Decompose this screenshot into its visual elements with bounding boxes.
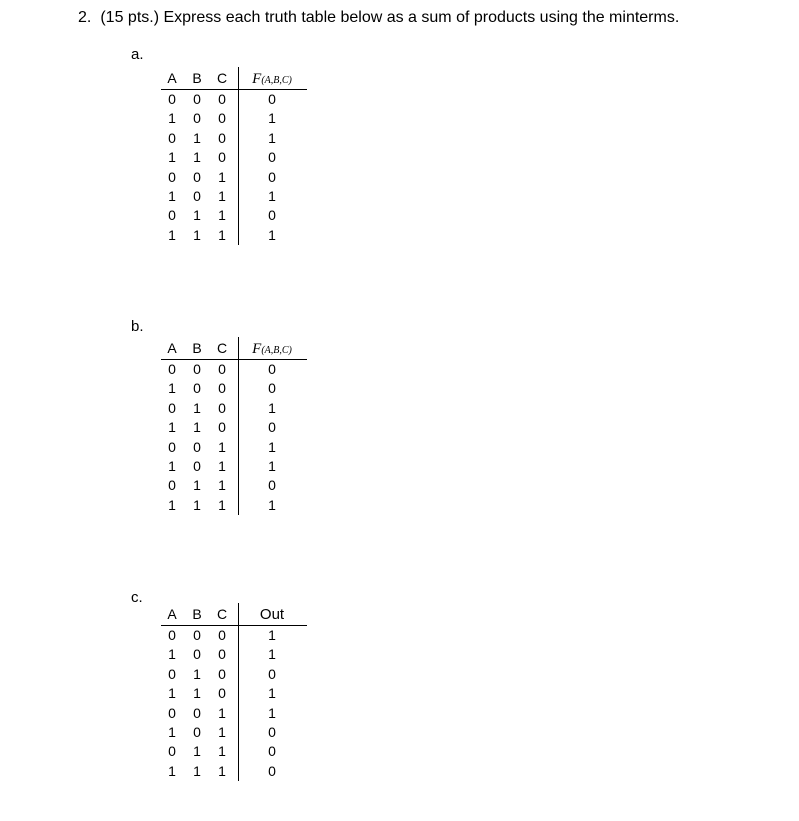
question-heading [78, 9, 679, 27]
table-body [161, 360, 307, 515]
cell-b: 0 [193, 91, 201, 107]
header-b: B [192, 606, 202, 622]
cell-a: 1 [168, 457, 176, 474]
cell-c: 1 [218, 187, 226, 204]
cell-a: 1 [168, 226, 176, 243]
cell-c: 1 [218, 477, 226, 494]
cell-output: 1 [268, 704, 276, 721]
cell-output: 0 [268, 207, 276, 224]
header-function [237, 68, 307, 92]
header-out: Out [259, 606, 285, 623]
table-row [161, 168, 307, 187]
cell-c: 0 [218, 646, 226, 663]
cell-c: 1 [218, 168, 226, 185]
cell-c: 0 [218, 627, 226, 643]
header-function-args: (A,B,C) [261, 345, 292, 356]
cell-output: 1 [268, 457, 276, 474]
table-row [161, 684, 307, 703]
cell-c: 1 [218, 226, 226, 243]
cell-output: 0 [268, 723, 276, 740]
cell-a: 1 [168, 110, 176, 127]
column-divider [238, 603, 239, 781]
cell-a: 0 [168, 704, 176, 721]
cell-a: 1 [168, 762, 176, 779]
cell-c: 0 [218, 380, 226, 397]
column-divider [238, 337, 239, 515]
cell-b: 1 [193, 665, 201, 682]
cell-b: 0 [193, 168, 201, 185]
cell-b: 1 [193, 477, 201, 494]
cell-a: 1 [168, 380, 176, 397]
cell-c: 0 [218, 399, 226, 416]
table-body [161, 90, 307, 245]
table-row [161, 438, 307, 457]
cell-a: 1 [168, 685, 176, 702]
table-row [161, 742, 307, 761]
cell-a: 0 [168, 627, 176, 643]
cell-output: 1 [268, 627, 276, 643]
part-label-c: c. [131, 589, 143, 606]
cell-a: 0 [168, 91, 176, 107]
cell-b: 1 [193, 226, 201, 243]
cell-output: 0 [268, 168, 276, 185]
table-row [161, 418, 307, 437]
table-row [161, 187, 307, 206]
header-b: B [192, 340, 202, 356]
cell-output: 0 [268, 743, 276, 760]
question-text: (15 pts.) Express each truth table below as a sum of products using the minterms. [100, 9, 680, 26]
cell-c: 0 [218, 91, 226, 107]
cell-b: 0 [193, 627, 201, 643]
cell-a: 0 [168, 168, 176, 185]
cell-output: 0 [268, 361, 276, 377]
table-row [161, 226, 307, 245]
truth-table-b [161, 337, 307, 515]
cell-output: 1 [268, 685, 276, 702]
cell-output: 1 [268, 110, 276, 127]
table-row [161, 109, 307, 128]
table-row [161, 360, 307, 379]
cell-c: 1 [218, 723, 226, 740]
cell-b: 1 [193, 685, 201, 702]
cell-output: 1 [268, 438, 276, 455]
header-function-args: (A,B,C) [261, 75, 292, 86]
header-c: C [216, 606, 228, 622]
cell-a: 1 [168, 646, 176, 663]
cell-output: 1 [268, 646, 276, 663]
header-a: A [167, 70, 177, 86]
header-a: A [167, 340, 177, 356]
header-c: C [216, 340, 228, 356]
cell-output: 1 [268, 129, 276, 146]
cell-b: 1 [193, 419, 201, 436]
cell-a: 0 [168, 361, 176, 377]
cell-c: 0 [218, 419, 226, 436]
table-row [161, 399, 307, 418]
cell-a: 0 [168, 477, 176, 494]
table-row [161, 762, 307, 781]
cell-c: 1 [218, 743, 226, 760]
cell-a: 0 [168, 665, 176, 682]
cell-a: 1 [168, 723, 176, 740]
table-header-row [161, 337, 307, 360]
cell-b: 1 [193, 743, 201, 760]
table-header-row [161, 67, 307, 90]
cell-c: 1 [218, 762, 226, 779]
cell-a: 0 [168, 438, 176, 455]
cell-b: 1 [193, 207, 201, 224]
cell-b: 1 [193, 399, 201, 416]
table-body [161, 626, 307, 781]
cell-b: 1 [193, 129, 201, 146]
table-row [161, 645, 307, 664]
cell-b: 0 [193, 110, 201, 127]
cell-c: 0 [218, 149, 226, 166]
cell-output: 1 [268, 187, 276, 204]
cell-output: 0 [268, 762, 276, 779]
cell-a: 1 [168, 149, 176, 166]
table-row [161, 457, 307, 476]
cell-a: 0 [168, 129, 176, 146]
part-label-b: b. [131, 318, 144, 335]
cell-b: 0 [193, 457, 201, 474]
cell-output: 0 [268, 149, 276, 166]
part-label-a: a. [131, 46, 144, 63]
cell-output: 1 [268, 226, 276, 243]
table-row [161, 379, 307, 398]
cell-c: 1 [218, 704, 226, 721]
table-row [161, 723, 307, 742]
cell-a: 0 [168, 743, 176, 760]
header-a: A [167, 606, 177, 622]
cell-b: 1 [193, 762, 201, 779]
truth-table-a [161, 67, 307, 245]
table-row [161, 90, 307, 109]
cell-b: 0 [193, 187, 201, 204]
cell-c: 0 [218, 685, 226, 702]
table-row [161, 476, 307, 495]
cell-output: 0 [268, 477, 276, 494]
table-row [161, 129, 307, 148]
cell-a: 1 [168, 187, 176, 204]
cell-output: 0 [268, 665, 276, 682]
cell-c: 0 [218, 110, 226, 127]
table-row [161, 148, 307, 167]
cell-b: 0 [193, 380, 201, 397]
table-header-row [161, 603, 307, 626]
cell-c: 0 [218, 665, 226, 682]
cell-output: 0 [268, 91, 276, 107]
header-function [237, 338, 307, 362]
table-row [161, 704, 307, 723]
cell-a: 1 [168, 419, 176, 436]
cell-b: 1 [193, 149, 201, 166]
cell-a: 0 [168, 399, 176, 416]
question-number: 2. [78, 9, 92, 26]
cell-a: 0 [168, 207, 176, 224]
cell-b: 0 [193, 646, 201, 663]
cell-b: 0 [193, 704, 201, 721]
cell-c: 1 [218, 207, 226, 224]
table-row [161, 626, 307, 645]
column-divider [238, 67, 239, 245]
cell-c: 0 [218, 129, 226, 146]
cell-output: 1 [268, 496, 276, 513]
cell-output: 0 [268, 419, 276, 436]
cell-output: 0 [268, 380, 276, 397]
cell-c: 1 [218, 496, 226, 513]
table-row [161, 496, 307, 515]
table-row [161, 206, 307, 225]
header-c: C [216, 70, 228, 86]
cell-output: 1 [268, 399, 276, 416]
truth-table-c [161, 603, 307, 781]
header-function-name: F [252, 71, 262, 87]
cell-a: 1 [168, 496, 176, 513]
cell-b: 0 [193, 361, 201, 377]
cell-c: 1 [218, 438, 226, 455]
cell-c: 0 [218, 361, 226, 377]
cell-b: 0 [193, 723, 201, 740]
table-row [161, 665, 307, 684]
header-b: B [192, 70, 202, 86]
cell-b: 1 [193, 496, 201, 513]
cell-b: 0 [193, 438, 201, 455]
header-function-name: F [252, 341, 262, 357]
cell-c: 1 [218, 457, 226, 474]
